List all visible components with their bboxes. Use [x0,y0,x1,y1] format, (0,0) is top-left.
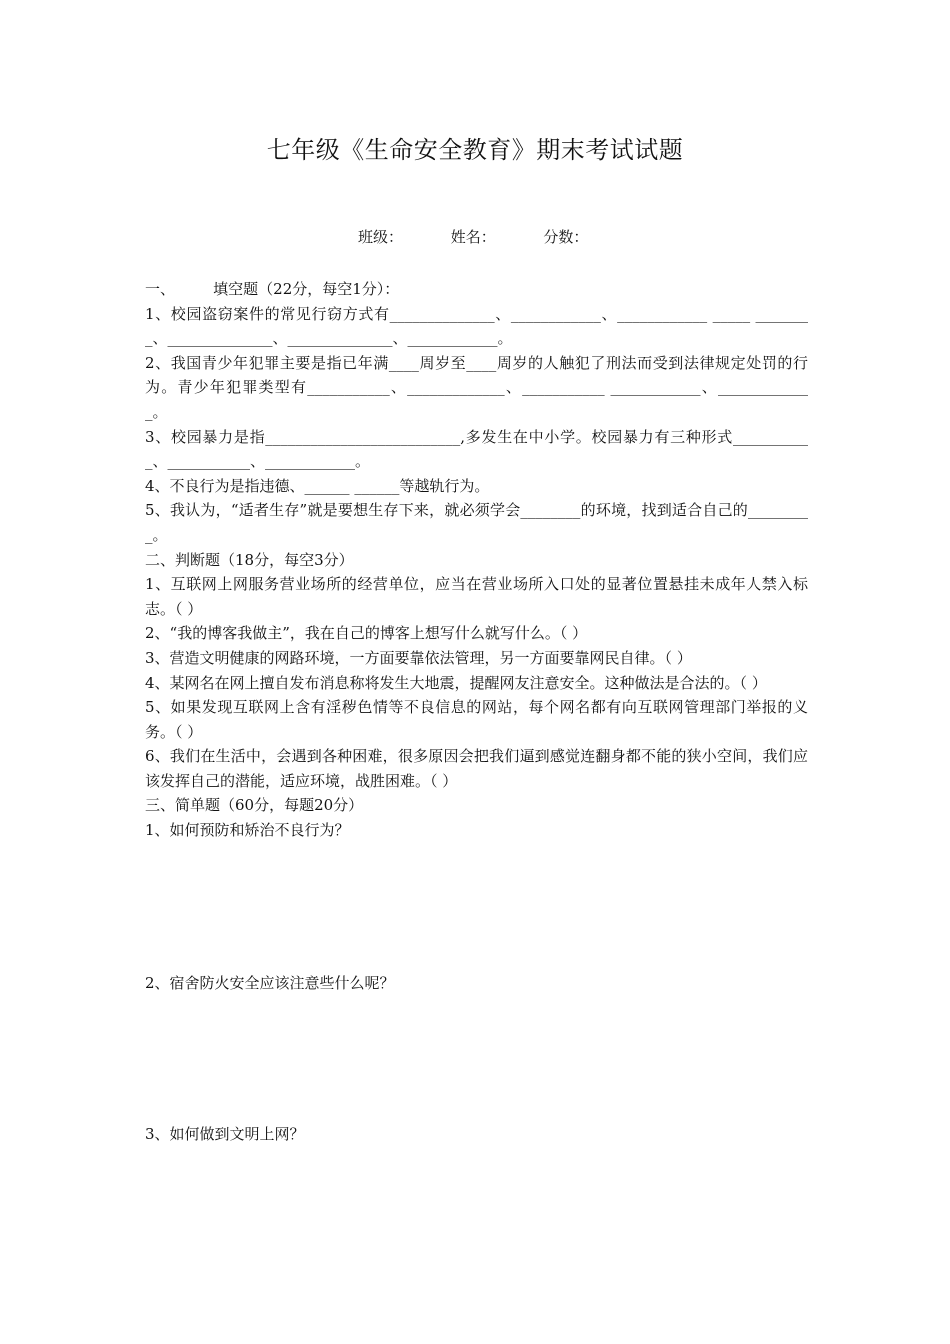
exam-body [145,277,808,843]
true-false-question: 3、营造文明健康的网路环境，一方面要靠依法管理，另一方面要靠网民自律。（ ） [145,648,692,667]
fill-blank-question: 4、不良行为是指违德、______ ______等越轨行为。 [145,476,490,495]
score-label: 分数： [543,228,589,246]
short-answer-question: 1、如何预防和矫治不良行为？ [145,821,350,840]
page-title: 七年级《生命安全教育》期末考试试题 [266,136,684,164]
true-false-question: 5、如果发现互联网上含有淫秽色情等不良信息的网站，每个网名都有向互联网管理部门举报的义务。（ ） [145,698,808,741]
fill-blank-question: 1、校园盗窃案件的常见行窃方式有______________、____________、____________ _____ ________、______________、______________、____________。 [145,304,808,348]
true-false-question: 2、“我的博客我做主”，我在自己的博客上想写什么就写什么。（ ） [145,624,588,643]
fill-blank-question: 3、校园暴力是指__________________________,多发生在中小学。校园暴力有三种形式___________、___________、____________。 [145,427,808,471]
true-false-question: 6、我们在生活中，会遇到各种困难，很多原因会把我们逼到感觉连翻身都不能的狭小空间，我们应该发挥自己的潜能，适应环境，战胜困难。（ ） [145,747,808,790]
true-false-question: 4、某网名在网上擅自发布消息称将发生大地震，提醒网友注意安全。这种做法是合法的。（ ） [145,673,767,692]
section-heading-short-answer: 三、简单题（60分，每题20分） [145,796,364,815]
name-label: 姓名： [450,228,496,246]
class-label: 班级： [358,228,404,246]
fill-blank-question: 2、我国青少年犯罪主要是指已年满____周岁至____周岁的人触犯了刑法而受到法律规定处罚的行为。青少年犯罪类型有___________、_____________、___________ ____________、_____________。 [145,353,808,421]
section-heading-fill-blank: 一、 填空题（22分，每空1分）： [145,280,400,298]
true-false-question: 1、互联网上网服务营业场所的经营单位，应当在营业场所入口处的显著位置悬挂未成年人禁入标志。（ ） [145,575,808,618]
short-answer-question: 2、宿舍防火安全应该注意些什么呢？ [145,974,395,992]
section-heading-true-false: 二、判断题（18分，每空3分） [145,550,354,569]
fill-blank-question: 5、我认为，“适者生存”就是要想生存下来，就必须学会________的环境，找到适合自己的_________。 [145,501,808,544]
short-answer-question: 3、如何做到文明上网？ [145,1125,305,1143]
student-info-line [358,226,588,248]
